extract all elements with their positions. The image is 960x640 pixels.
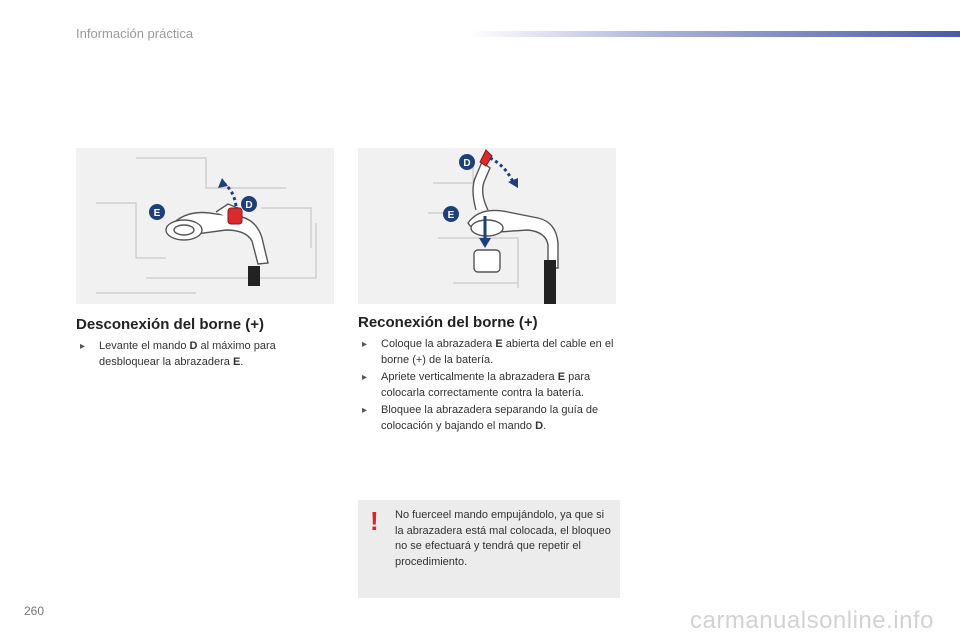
svg-text:E: E — [153, 208, 161, 219]
svg-text:D: D — [245, 200, 253, 211]
callout-d — [459, 154, 475, 170]
instruction-item: ▸ Bloquee la abrazadera separando la guía de colocación y bajando el mando D. — [358, 403, 620, 434]
instruction-item: ▸ Levante el mando D al máximo para desbloquear la abrazadera E. — [76, 339, 316, 370]
section-title-reconnect: Reconexión del borne (+) — [358, 314, 538, 331]
callout-e — [149, 204, 165, 220]
header-accent-bar — [470, 31, 960, 37]
page-number: 260 — [24, 604, 45, 618]
callout-e — [443, 206, 459, 222]
reconnect-illustration — [358, 148, 616, 304]
figure-reconnect — [358, 148, 616, 304]
warning-text: No fuerceel mando empujándolo, ya que si la abrazadera está mal colocada, el bloqueo no se efectuará y tendrá que repetir el procedimiento. — [395, 509, 611, 568]
watermark: carmanualsonline.info — [690, 607, 934, 634]
figure-disconnect — [76, 148, 334, 304]
section-header: Información práctica — [76, 26, 194, 41]
svg-text:D: D — [463, 158, 471, 169]
exclamation-icon: ! — [370, 506, 379, 536]
warning-box — [358, 500, 620, 598]
section-title-disconnect: Desconexión del borne (+) — [76, 316, 264, 333]
instructions-disconnect — [76, 339, 316, 372]
instructions-reconnect — [358, 337, 620, 436]
svg-text:E: E — [447, 210, 455, 221]
instruction-item: ▸ Apriete verticalmente la abrazadera E para colocarla correctamente contra la batería. — [358, 370, 620, 401]
disconnect-illustration — [76, 148, 334, 304]
callout-d — [241, 196, 257, 212]
instruction-item: ▸ Coloque la abrazadera E abierta del cable en el borne (+) de la batería. — [358, 337, 620, 368]
